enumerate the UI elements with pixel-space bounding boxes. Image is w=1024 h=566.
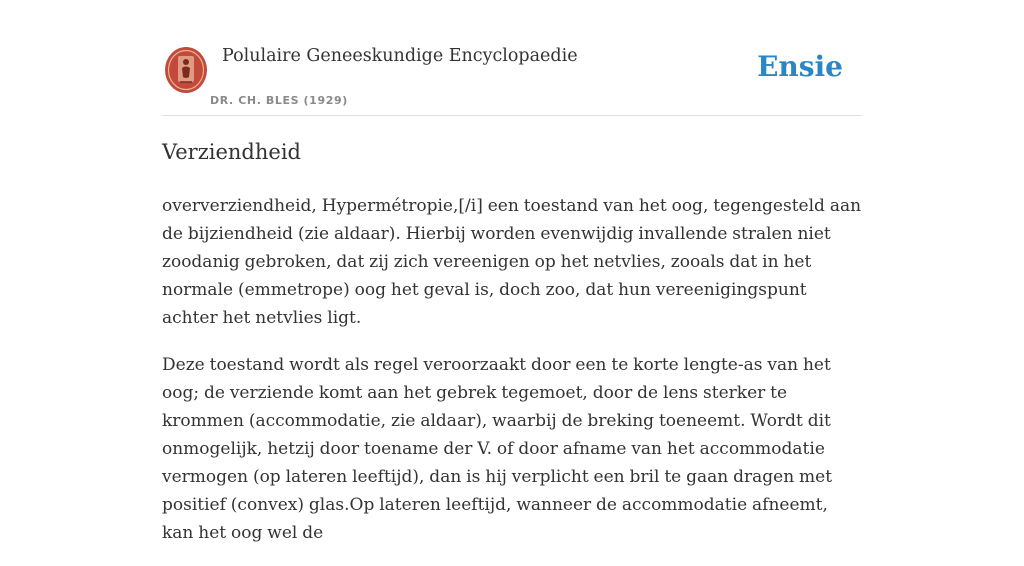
ensie-logo-link[interactable]: Ensie [757, 50, 843, 83]
article-paragraph: Deze toestand wordt als regel veroorzaakt door een te korte lengte-as van het oog; de verziende komt aan het gebrek tegemoet, door de lens sterker te krommen (accommodatie, zie aldaar), waarbij de breking toeneemt. Wordt dit onmogelijk, hetzij door toename der V. of door afname van het accommodatie vermogen (op lateren leeftijd), dan is hij verplicht een bril te gaan dragen met positief (convex) glas.Op lateren leeftijd, wanneer de accommodatie afneemt, kan het oog wel de [162, 355, 833, 543]
book-cover-emblem-icon[interactable] [164, 46, 208, 94]
book-author: DR. CH. BLES (1929) [210, 94, 348, 107]
article-body [162, 192, 862, 566]
header [162, 38, 862, 116]
article-paragraph: oververziendheid, Hypermétropie,[/i] een toestand van het oog, tegengesteld aan de bijziendheid (zie aldaar). Hierbij worden evenwijdig invallende stralen niet zoodanig gebroken, dat zij zich vereenigen op het netvlies, zooals dat in het normale (emmetrope) oog het geval is, doch zoo, dat hun vereenigingspunt achter het netvlies ligt. [162, 196, 862, 328]
book-title[interactable]: Polulaire Geneeskundige Encyclopaedie [222, 46, 578, 66]
article-title: Verziendheid [162, 140, 301, 164]
